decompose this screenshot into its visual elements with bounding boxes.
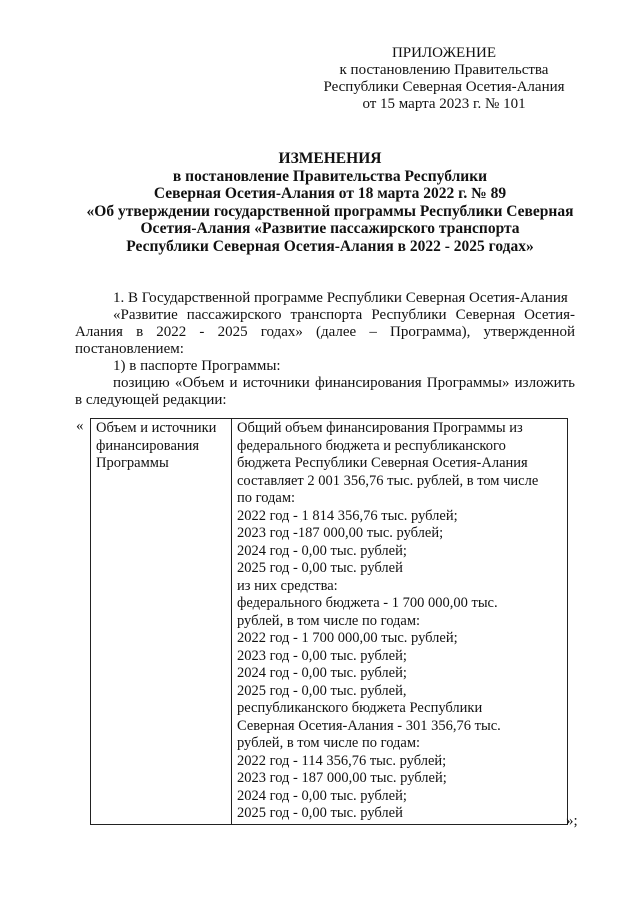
appendix-line: Республики Северная Осетия-Алания	[323, 79, 565, 95]
appendix-header	[314, 45, 574, 113]
table-text-line: 2024 год - 0,00 тыс. рублей;	[237, 665, 407, 681]
table-text-line: 2024 год - 0,00 тыс. рублей;	[237, 542, 407, 559]
table-text-line: 2025 год - 0,00 тыс. рублей,	[237, 682, 407, 699]
open-quote: «	[76, 418, 84, 434]
appendix-title: ПРИЛОЖЕНИЕ	[391, 45, 497, 61]
title-line: ИЗМЕНЕНИЯ	[278, 150, 382, 167]
table-text-line: 2024 год - 0,00 тыс. рублей;	[237, 787, 407, 804]
table-text-line: 2022 год - 1 700 000,00 тыс. рублей;	[237, 630, 458, 646]
table-text-line: по годам:	[237, 490, 296, 506]
appendix-date: от 15 марта 2023 г. № 101	[362, 96, 526, 112]
table-text-line: 2023 год -187 000,00 тыс. рублей;	[237, 525, 444, 541]
table-text-line: бюджета Республики Северная Осетия-Алания	[237, 455, 528, 471]
table-text-line: 2023 год - 187 000,00 тыс. рублей;	[237, 770, 447, 786]
title-line: в постановление Правительства Республики	[172, 167, 488, 185]
paragraph: «Развитие пассажирского транспорта Республики Северная Осетия-Алания в 2022 - 2025 годах» (далее – Программа), утвержденной постановлением:	[75, 307, 575, 357]
table-text-line: 2025 год - 0,00 тыс. рублей	[237, 560, 403, 576]
table-text-line: федерального бюджета - 1 700 000,00 тыс.	[237, 595, 498, 611]
table-text-line: рублей, в том числе по годам:	[237, 612, 421, 629]
document-body	[75, 290, 575, 409]
close-quote: »;	[566, 813, 578, 829]
table-text-line: республиканского бюджета Республики	[237, 700, 483, 716]
table-row	[91, 419, 568, 825]
table-text-line: Общий объем финансирования Программы из	[237, 420, 523, 436]
title-line: Осетия-Алания «Развитие пассажирского транспорта	[140, 220, 520, 237]
table-text-line: 2025 год - 0,00 тыс. рублей	[237, 805, 403, 821]
table-text-line: 2022 год - 1 814 356,76 тыс. рублей;	[237, 507, 458, 524]
title-line: Северная Осетия-Алания от 18 марта 2022 г. № 89	[153, 185, 507, 202]
table-text-line: из них средства:	[237, 577, 338, 594]
financing-table	[90, 418, 568, 825]
appendix-line: к постановлению Правительства	[339, 62, 549, 78]
title-line: Республики Северная Осетия-Алания в 2022 - 2025 годах»	[126, 237, 534, 255]
table-text-line: федерального бюджета и республиканского	[237, 437, 506, 454]
table-text-line: Северная Осетия-Алания - 301 356,76 тыс.	[237, 717, 501, 734]
table-cell-content	[232, 419, 568, 825]
document-title	[70, 150, 590, 255]
table-text-line: 2022 год - 114 356,76 тыс. рублей;	[237, 752, 447, 769]
table-text-line: составляет 2 001 356,76 тыс. рублей, в том числе	[237, 472, 539, 489]
table-cell-label: Объем и источники финансирования Программы	[91, 419, 232, 825]
table-text-line: рублей, в том числе по годам:	[237, 735, 421, 751]
table-text-line: 2023 год - 0,00 тыс. рублей;	[237, 647, 407, 664]
paragraph: 1. В Государственной программе Республики Северная Осетия-Алания	[113, 290, 568, 306]
title-line: «Об утверждении государственной программы Республики Северная	[86, 202, 574, 220]
paragraph: позицию «Объем и источники финансирования Программы» изложить в следующей редакции:	[75, 375, 575, 408]
paragraph: 1) в паспорте Программы:	[113, 358, 281, 374]
